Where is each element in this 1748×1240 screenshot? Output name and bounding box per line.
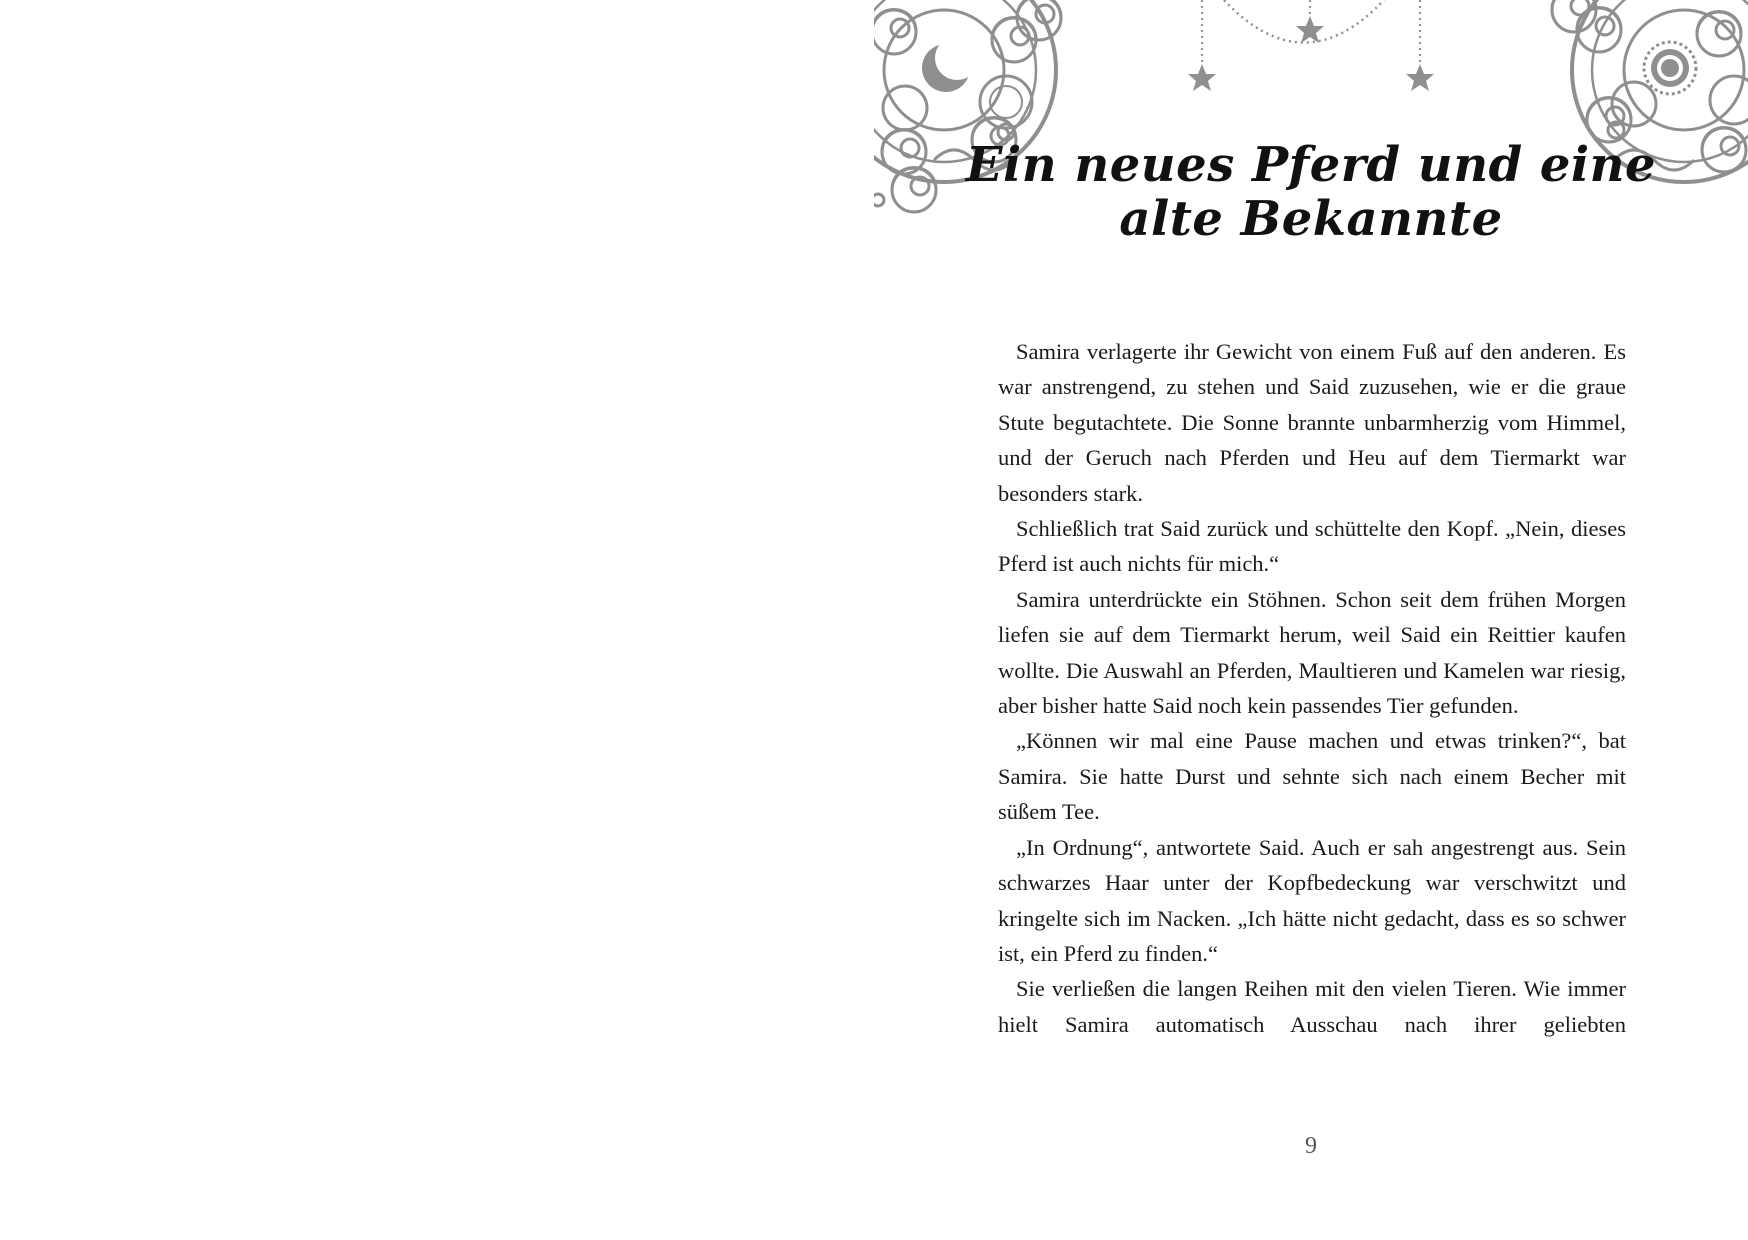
paragraph: Sie verließen die langen Reihen mit den vielen Tieren. Wie immer hielt Samira automatisch Ausschau nach ihrer geliebten bbox=[998, 976, 1626, 1037]
sun-icon bbox=[1644, 42, 1696, 94]
chapter-title-line-1: Ein neues Pferd und eine bbox=[965, 137, 1657, 193]
paragraph: Samira unterdrückte ein Stöhnen. Schon seit dem frühen Morgen liefen sie auf dem Tiermarkt herum, weil Said ein Reittier kaufen wollte. Die Auswahl an Pferden, Maultieren und Kamelen war riesig, aber bisher hatte Said noch kein passendes Tier gefunden. bbox=[998, 586, 1626, 719]
paragraph: Schließlich trat Said zurück und schüttelte den Kopf. „Nein, dieses Pferd ist auch nichts für mich.“ bbox=[998, 516, 1626, 577]
star-icon bbox=[1188, 64, 1216, 91]
star-icon bbox=[1406, 64, 1434, 91]
chapter-body-text bbox=[998, 334, 1626, 1042]
paragraph: „Können wir mal eine Pause machen und etwas trinken?“, bat Samira. Sie hatte Durst und sehnte sich nach einem Becher mit süßem Tee. bbox=[998, 728, 1626, 825]
chapter-title bbox=[874, 138, 1748, 246]
chapter-title-line-2: alte Bekannte bbox=[1119, 191, 1503, 247]
star-icon bbox=[1296, 16, 1324, 43]
paragraph: Samira verlagerte ihr Gewicht von einem Fuß auf den anderen. Es war anstrengend, zu stehen und Said zuzusehen, wie er die graue Stute begutachtete. Die Sonne brannte unbarmherzig vom Himmel, und der Geruch nach Pferden und Heu auf dem Tiermarkt war besonders stark. bbox=[998, 339, 1626, 506]
page-number: 9 bbox=[1305, 1133, 1317, 1159]
right-page bbox=[874, 0, 1748, 1240]
crescent-moon-icon bbox=[922, 36, 979, 92]
paragraph: „In Ordnung“, antwortete Said. Auch er sah angestrengt aus. Sein schwarzes Haar unter der Kopfbedeckung war verschwitzt und kringelte sich im Nacken. „Ich hätte nicht gedacht, dass es so schwer ist, ein Pferd zu finden.“ bbox=[998, 834, 1626, 966]
